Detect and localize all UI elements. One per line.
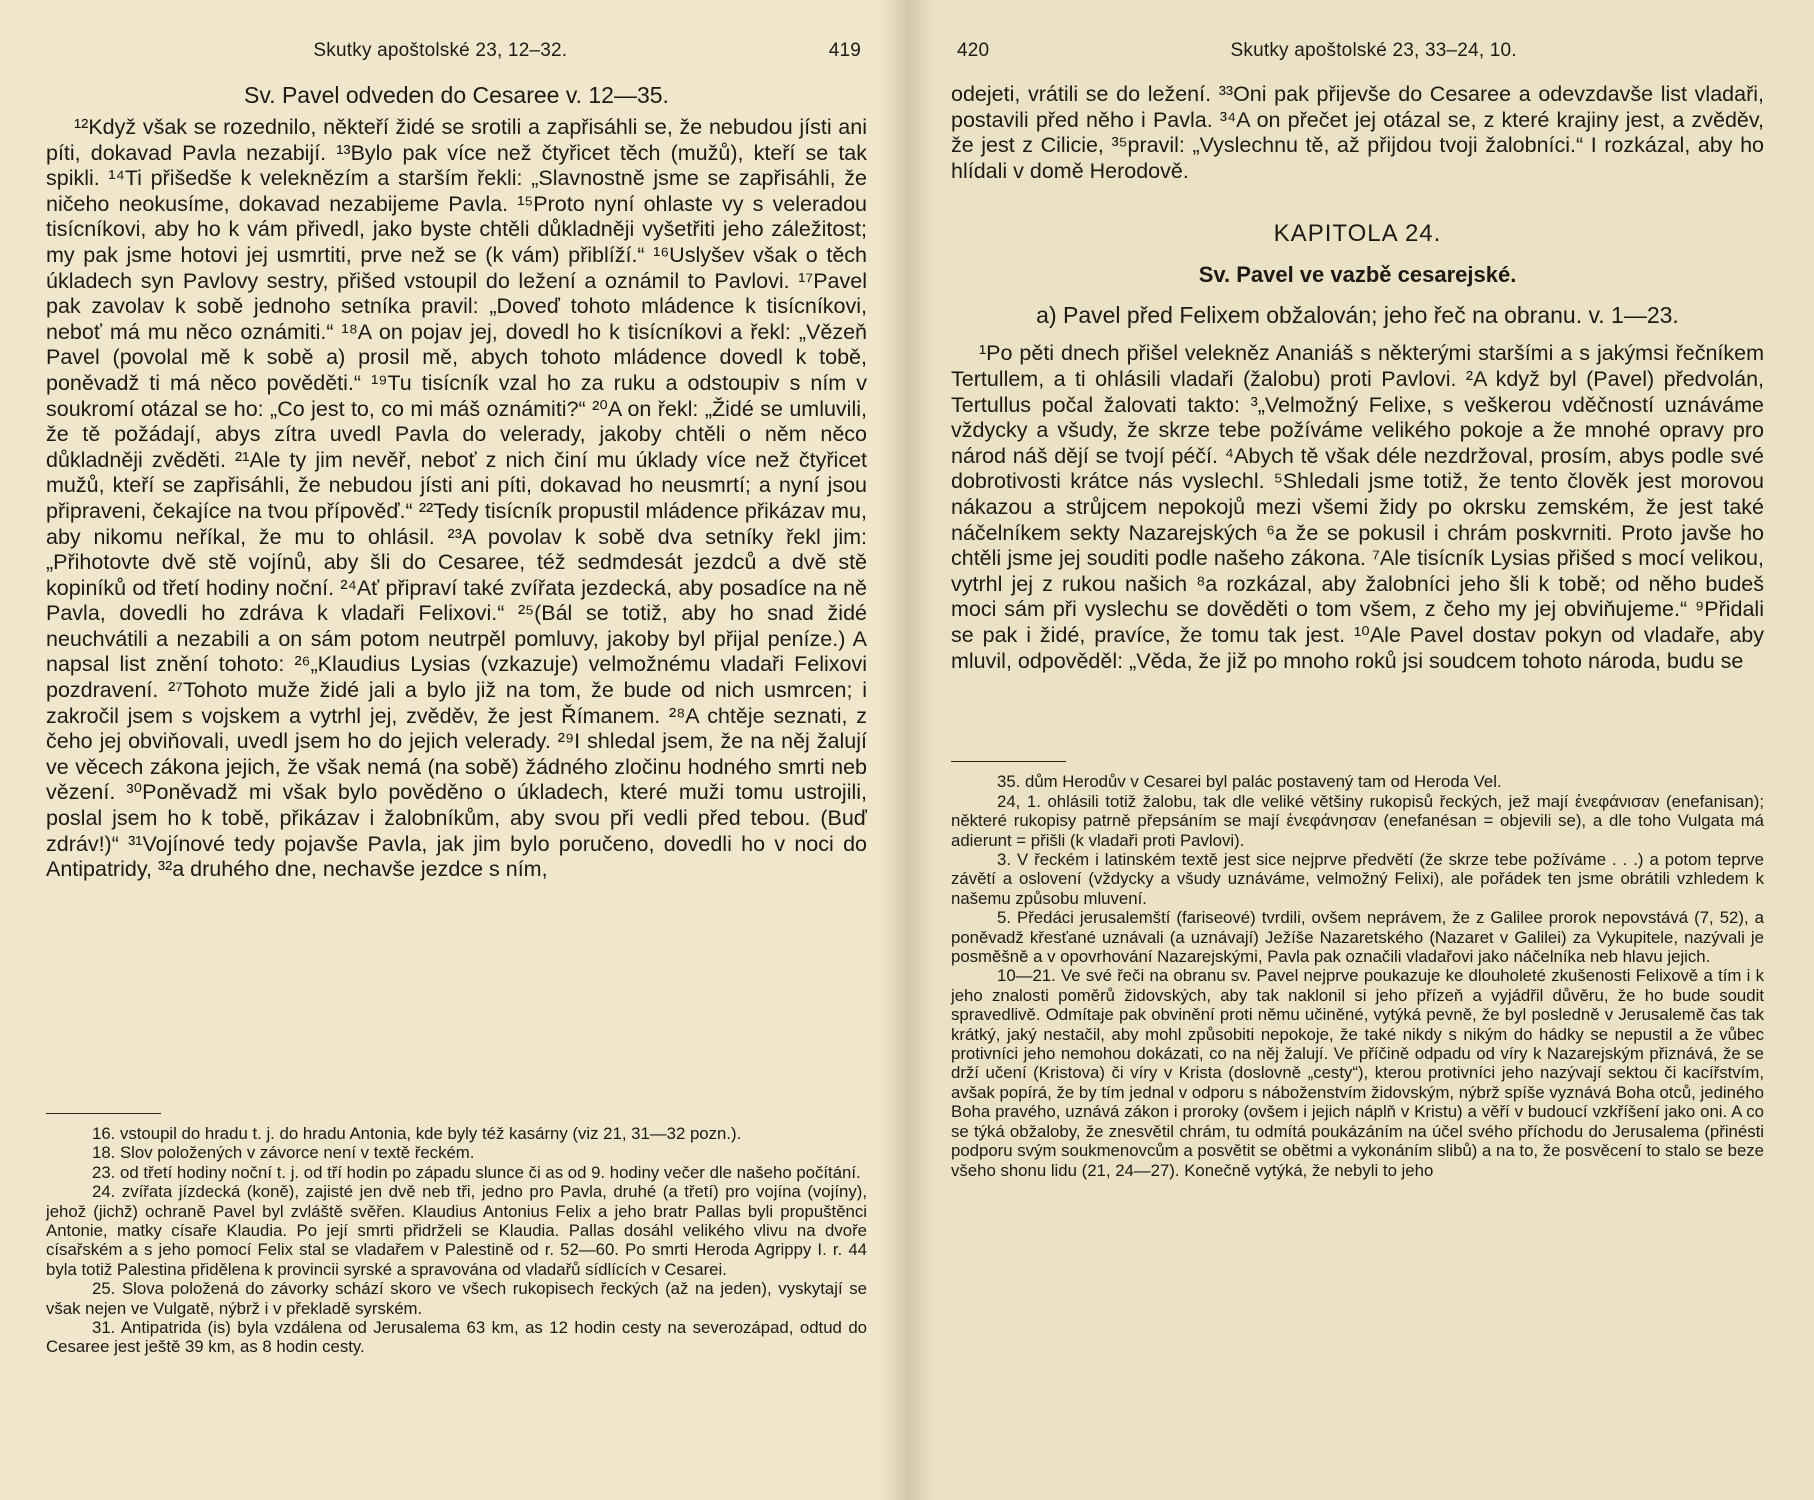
left-running-title: Skutky apoštolské 23, 12–32. bbox=[313, 40, 568, 61]
footnote: 3. V řeckém i latinském textě jest sice nejprve předvětí (že skrze tebe požíváme . . .) a potom teprve závětí a oslovení (vždycky a všudy uznáváme, velmožný Felixi), ale pořádek ten jsme obrátili vzhledem k našemu způsobu mluvení. bbox=[951, 850, 1764, 908]
footnote: 5. Předáci jerusalemští (fariseové) tvrdili, ovšem neprávem, že z Galilee prorok nepovstává (7, 52), a poněvadž křesťané uznávali (a uznávají) Ježíše Nazaretského (Nazaret v Galilei) za Vykupitele, nazývali je posměšně a v opovrhování Nazarejskými, Pavla pak označili vladařovi jako náčelníka neb hlavu jejich. bbox=[951, 908, 1764, 967]
right-footnotes bbox=[951, 772, 1764, 1180]
right-running-title: Skutky apoštolské 23, 33–24, 10. bbox=[1230, 40, 1517, 61]
footnote-rule bbox=[951, 761, 1066, 762]
chapter-title: KAPITOLA 24. bbox=[1273, 220, 1442, 248]
footnote: 25. Slova položená do závorky schází skoro ve všech rukopisech řeckých (až na jeden), vyskytají se však nejen ve Vulgatě, nýbrž i v překladě syrském. bbox=[46, 1279, 867, 1318]
section-title: Sv. Pavel odveden do Cesaree v. 12—35. bbox=[244, 82, 669, 108]
left-footnotes bbox=[46, 1124, 867, 1357]
right-page bbox=[907, 0, 1814, 1500]
subsection-title: a) Pavel před Felixem obžalován; jeho řeč na obranu. v. 1—23. bbox=[1036, 302, 1679, 329]
left-body-text: ¹²Když však se rozednilo, někteří židé se srotili a zapřisáhli se, že nebudou jísti ani píti, dokavad Pavla nezabijí. ¹³Bylo pak více než čtyřicet těch (mužů), kteří se tak spikli. ¹⁴Ti přišedše k veleknězím a starším řekli: „Slavnostně jsme se zapřisáhli, že ničeho neokusíme, dokavad nezabijeme Pavla. ¹⁵Proto nyní ohlaste vy s veleradou tisícníkovi, aby ho k vám přivedl, jako byste chtěli důkladněji vyšetřiti jeho záležitost; my pak jsme hotovi jej usmrtiti, prve než se (k vám) přiblíží.“ ¹⁶Uslyšev však o těch úkladech syn Pavlovy sestry, přišed vstoupil do ležení a oznámil to Pavlovi. ¹⁷Pavel pak zavolav k sobě jednoho setníka pravil: „Doveď tohoto mládence k tisícníkovi, neboť má mu něco oznámiti.“ ¹⁸A on pojav jej, dovedl ho k tisícníkovi a řekl: „Vězeň Pavel (povolal mě k sobě a) prosil mě, abych tohoto mládence dovedl k tobě, poněvadž ti má něco pověděti.“ ¹⁹Tu tisícník vzal ho za ruku a odstoupiv s ním v soukromí otázal se ho: „Co jest to, co mi máš oznámiti?“ ²⁰A on řekl: „Židé se umluvili, že tě požádají, abys zítra uvedl Pavla do velerady, jakoby chtěli o něm něco důkladněji zvěděti. ²¹Ale ty jim nevěř, neboť z nich činí mu úklady více než čtyřicet mužů, kteří se zapřisáhli, že nebudou jísti ani píti, dokavad ho neusmrtí; a nyní jsou připraveni, čekajíce na tvou přípověď.“ ²²Tedy tisícník propustil mládence přikázav mu, aby nikomu neříkal, že mu to ohlásil. ²³A povolav k sobě dva setníky řekl jim: „Přihotovte dvě stě vojínů, aby šli do Cesaree, též sedmdesát jezdců a dvě stě kopiníků od třetí hodiny noční. ²⁴Ať připraví také zvířata jezdecká, aby posadíce na ně Pavla, dovedli ho zdráva k vladaři Felixovi.“ ²⁵(Bál se totiž, aby ho snad židé neuchvátili a nezabili a on sám potom neutrpěl pomluvy, jakoby byl přijal peníze.) A napsal list znění tohoto: ²⁶„Klaudius Lysias (vzkazuje) velmožnému vladaři Felixovi pozdravení. ²⁷Tohoto muže židé jali a bylo již na tom, že bude od nich usmrcen; i zakročil jsem s vojskem a vytrhl jej, zvěděv, že jest Římanem. ²⁸A chtěje seznati, z čeho jej obviňovali, uvedl jsem ho do jejich velerady. ²⁹I shledal jsem, že na něj žalují ve věcech zákona jejich, že však nemá (na sobě) žádného zločinu hodného smrti neb vězení. ³⁰Poněvadž mi však bylo pověděno o úkladech, které muži tomu ustrojili, poslal jsem ho k tobě, přikázav i žalobníkům, aby svou při vedli před tebou. (Buď zdráv!)“ ³¹Vojínové tedy pojavše Pavla, jak jim bylo poručeno, dovedli ho v noci do Antipatridy, ³²a druhého dne, nechavše jezdce s ním, bbox=[46, 115, 867, 882]
book-gutter bbox=[880, 0, 934, 1500]
right-body-text: ¹Po pěti dnech přišel velekněz Ananiáš s některými staršími a s jakýmsi řečníkem Tertullem, a ti ohlásili vladaři (žalobu) proti Pavlovi. ²A když byl (Pavel) předvolán, Tertullus počal žalovati takto: ³„Velmožný Felixe, s veškerou vděčností uznáváme vždycky a všudy, že skrze tebe požíváme velikého pokoje a že mnohé opravy pro národ náš dějí se tvojí péčí. ⁴Abych tě však déle nezdržoval, prosím, abys podle své dobrotivosti krátce nás vyslechl. ⁵Shledali jsme totiž, že tento člověk jest morovou nákazou a strůjcem nepokojů mezi všemi židy po okrsku zemském, že jest také náčelníkem sekty Nazarejských ⁶a že se pokusil i chrám poskvrniti. Proto javše ho chtěli jsme jej souditi podle našeho zákona. ⁷Ale tisícník Lysias přišed s mocí velikou, vytrhl jej z rukou našich ⁸a rozkázal, aby žalobníci jeho šli k tobě; od něho budeš moci sám při vyslechu se dověděti o tom všem, z čeho my jej obviňujeme.“ ⁹Přidali se pak i židé, pravíce, že tomu tak jest. ¹⁰Ale Pavel dostav pokyn od vladaře, aby mluvil, odpověděl: „Věda, že již po mnoho roků jsi soudcem tohoto národa, budu se bbox=[951, 341, 1764, 673]
footnote: 24. zvířata jízdecká (koně), zajisté jen dvě neb tři, jedno pro Pavla, druhé (a třetí) pro vojína (vojíny), jehož (jichž) ochraně Pavel byl zvláště svěřen. Klaudius Antonius Felix a jeho bratr Pallas byli propuštěnci Antonie, matky císaře Klaudia. Po její smrti přidrželi se Klaudia. Pallas dosáhl velikého vlivu na dvoře císařském a s jeho pomocí Felix stal se vladařem v Palestině od r. 52—60. Po smrti Heroda Agrippy I. r. 44 byla totiž Palestina přidělena k provincii syrské a spravována od vladařů sídlících v Cesarei. bbox=[46, 1182, 867, 1279]
footnote: 16. vstoupil do hradu t. j. do hradu Antonia, kde byly též kasárny (viz 21, 31—32 pozn.). bbox=[92, 1124, 742, 1143]
footnote: 24, 1. ohlásili totiž žalobu, tak dle veliké většiny rukopisů řeckých, jež mají ἐνεφάνισαν (enefanisan); některé rukopisy patrně přepsáním se mají ἐνεφάνησαν (enefanésan = objevili se), a dle toho Vulgata má adierunt = přišli (k vladaři proti Pavlovi). bbox=[951, 791, 1764, 850]
footnote: 35. dům Herodův v Cesarei byl palác postavený tam od Heroda Vel. bbox=[997, 772, 1502, 792]
footnote-rule bbox=[46, 1113, 161, 1114]
footnote: 31. Antipatrida (is) byla vzdálena od Jerusalema 63 km, as 12 hodin cesty na severozápad, odtud do Cesaree jest ještě 39 km, as 8 hodin cesty. bbox=[46, 1318, 867, 1357]
left-page-header bbox=[52, 40, 861, 62]
footnote: 23. od třetí hodiny noční t. j. od tří hodin po západu slunce či as od 9. hodiny večer dle našeho počítání. bbox=[92, 1162, 861, 1182]
footnote: 10—21. Ve své řeči na obranu sv. Pavel nejprve poukazuje ke dlouholeté zkušenosti Felixově a tím i k jeho znalosti poměrů židovských, aby tak naklonil si jeho přízeň a vyjádřil důvěru, že ho bude soudit spravedlivě. Odmítaje pak obvinění proti němu učiněné, vytýká pevně, že byl posledně v Jerusalemě čas tak krátký, jaký nestačil, aby mohl způsobiti nepokoje, že také nikdy s nikým do hádky se nepustil a že vůbec protivníci jeho nemohou dokázati, co na něj žalují. Ve příčině odpadu od víry k Nazarejským přiznává, že se drží učení (Kristova) či víry v Krista (doslovně „cesty“), kterou protivníci jeho nazývají sektou či kacířstvím, avšak popírá, že by tím jednal v odporu s náboženstvím židovským, nýbrž spíše vyznává Boha otců, jediného Boha pravého, uznává zákon i proroky (ovšem i jejich náplň v Kristu) a věří v budoucí vzkříšení jako oni. A co se týká obžaloby, že znesvětil chrám, tu odmítá poukázáním na účel svého příchodu do Jerusalema (přinésti podporu svým soukmenovcům a posvětit se obětmi a vykonáním slibů) a na to, že posvěcení to stalo se beze všeho shonu lidu (21, 24—27). Konečně vytýká, že nebyli to jeho bbox=[951, 966, 1764, 1180]
chapter-subtitle: Sv. Pavel ve vazbě cesarejské. bbox=[1198, 262, 1517, 288]
left-page-number: 419 bbox=[828, 40, 861, 61]
right-intro-text: odejeti, vrátili se do ležení. ³³Oni pak přijevše do Cesaree a odevzdavše list vladaři, postavili před něho i Pavla. ³⁴A on přečet jej otázal se, z které krajiny jest, a zvěděv, že jest z Cilicie, ³⁵pravil: „Vyslechnu tě, až přijdou tvoji žalobníci.“ I rozkázal, aby ho hlídali v domě Herodově. bbox=[951, 82, 1764, 183]
right-page-header bbox=[957, 40, 1758, 62]
footnote: 18. Slov položených v závorce není v textě řeckém. bbox=[92, 1143, 475, 1163]
right-page-number: 420 bbox=[957, 40, 990, 61]
